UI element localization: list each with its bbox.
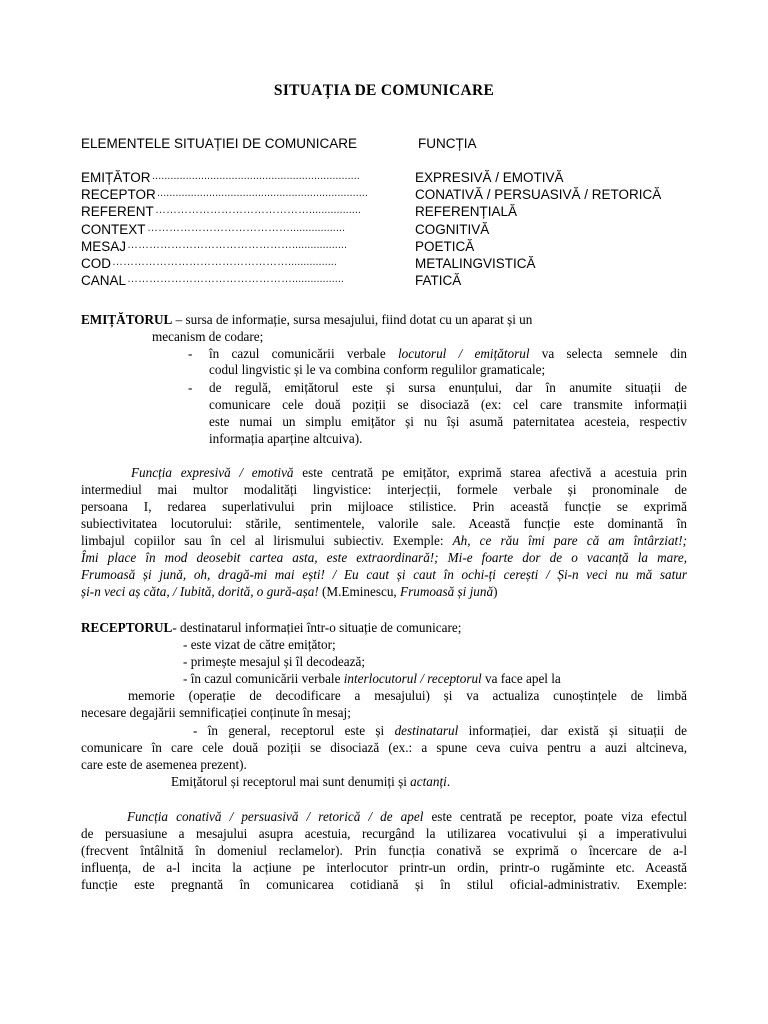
element-name: MESAJ	[81, 238, 127, 254]
bullet-dash: -	[188, 380, 193, 395]
element-function: METALINGVISTICĂ	[415, 256, 536, 271]
element-name: REFERENT	[81, 204, 154, 220]
element-function: REFERENȚIALĂ	[415, 204, 518, 220]
element-name: EMIȚĂTOR	[81, 170, 151, 185]
conativa-line-1: Funcția conativă / persuasivă / retorică / de apel este centrată pe receptor, poate viza efectul	[127, 809, 687, 824]
element-leader-dots: .....................................................................	[157, 187, 368, 200]
element-name: RECEPTOR	[81, 187, 156, 203]
element-row	[81, 221, 701, 238]
emitator-bullet-1: în cazul comunicării verbale locutorul / emițătorul va selecta semnele din	[209, 346, 687, 361]
element-leader-dots: ....................................................................	[152, 170, 360, 182]
page-title: SITUAȚIA DE COMUNICARE	[273, 82, 495, 99]
element-leader-dots: ………………………………………..................	[127, 238, 348, 251]
receptor-label: RECEPTORUL	[81, 620, 173, 635]
expresiva-line-4: subiectivitatea locutorului: stările, sentimentele, valorile sale. Această funcție este dominantă în	[81, 516, 687, 531]
receptor-actanti: Emițătorul și receptorul mai sunt denumiți și actanți.	[171, 774, 451, 789]
expresiva-line-5: limbajul copiilor sau în cel al lirismului subiectiv. Exemple: Ah, ce rău îmi pare că am întârziat!;	[81, 533, 687, 548]
receptor-item-4: - în cazul comunicării verbale interlocutorul / receptorul va face apel la	[183, 671, 561, 686]
conativa-line-3: (frecvent întâlnită în domeniul reclamelor). Prin funcția conativă se exprimă o încercare de a-l	[81, 843, 687, 858]
expresiva-line-2: intermediul mai multor modalități lingvistice: interjecții, formele verbale și pronominale de	[81, 482, 687, 497]
conativa-line-2: de persuasiune a mesajului asupra acestuia, recurgând la utilizarea vocativului și a imperativului	[81, 826, 687, 841]
element-name: CANAL	[81, 273, 127, 289]
emitator-definition-cont: mecanism de codare;	[152, 329, 264, 344]
element-row	[81, 186, 701, 203]
receptor-item-3: - primește mesajul și îl decodează;	[183, 654, 365, 669]
element-row	[81, 169, 701, 186]
element-function: FATICĂ	[415, 273, 462, 289]
conativa-line-4: influența, de a-l incita la acțiune pe interlocutor printr-un ordin, printr-o rugăminte etc. Această	[81, 860, 687, 875]
expresiva-line-6: Îmi place în mod deosebit cartea asta, este extraordinară!; Mi-e foarte dor de o vacanță la mare,	[81, 550, 687, 565]
emitator-definition: EMIȚĂTORUL – sursa de informație, sursa mesajului, fiind dotat cu un aparat și un	[81, 312, 533, 327]
expresiva-line-8: și-n veci aș căta, / Iubită, dorită, o gură-așa! (M.Eminescu, Frumoasă și jună)	[81, 584, 498, 599]
expresiva-line-7: Frumoasă și jună, oh, dragă-mi mai ești! / Eu caut și caut în ochi-ți cerești / Și-n veci nu mă satur	[81, 567, 687, 582]
emitator-bullet-2-l1: de regulă, emițătorul este și sursa enunțului, dar în anumite situații de	[209, 380, 687, 395]
receptor-item-4-cont: memorie (operație de decodificare a mesajului) și va actualiza cunoștințele de limbă	[128, 688, 687, 703]
table-header-elements: ELEMENTELE SITUAȚIEI DE COMUNICARE	[81, 136, 358, 151]
element-function: CONATIVĂ / PERSUASIVĂ / RETORICĂ	[415, 187, 662, 203]
bullet-dash: -	[188, 346, 193, 361]
element-row	[81, 272, 701, 289]
receptor-item-5: - în general, receptorul este și destinatarul informației, dar există și situații de	[193, 723, 687, 738]
element-name: CONTEXT	[81, 221, 146, 237]
element-function: EXPRESIVĂ / EMOTIVĂ	[415, 170, 564, 185]
expresiva-line-3: persoana I, redarea superlativului prin mijloace stilistice. Prin această funcție se exprimă	[81, 499, 687, 514]
conativa-line-5: funcție este pregnantă în comunicarea cotidiană și în stilul oficial-administrativ. Exemple:	[81, 877, 687, 892]
element-leader-dots: …………………………………..................	[147, 221, 346, 234]
table-header-function: FUNCȚIA	[418, 136, 477, 151]
element-name: COD	[81, 256, 111, 271]
emitator-bullet-2-l2: comunicare cele două poziții se disociază (ex: cel care transmite informații	[209, 397, 687, 412]
element-leader-dots: …………………………………………................	[112, 256, 337, 268]
element-function: POETICĂ	[415, 238, 475, 254]
emitator-bullet-2-l3: este numai un simplu emițător și nu își asumă paternitatea acesteia, respectiv	[209, 414, 687, 429]
element-leader-dots: …………………………………….................	[155, 204, 361, 217]
element-row	[81, 203, 701, 220]
receptor-definition: RECEPTORUL- destinatarul informației într-o situație de comunicare;	[81, 620, 462, 635]
receptor-item-4-cont-2: necesare degajării semnificației conținute în mesaj;	[81, 705, 351, 720]
expresiva-line-1: Funcția expresivă / emotivă este centrată pe emițător, exprimă starea afectivă a acestuia prin	[131, 465, 687, 480]
receptor-item-5-cont: comunicare în care cele două poziții se disociază (ex.: a spune ceva cuiva pentru a auzi altcineva,	[81, 740, 687, 755]
receptor-item-2: - este vizat de către emițător;	[183, 637, 336, 652]
receptor-item-5-cont-2: care este de asemenea prezent).	[81, 757, 247, 772]
element-leader-dots: ……………………………………….................	[127, 273, 344, 286]
emitator-bullet-2-l4: informația aparține altcuiva).	[209, 431, 363, 446]
element-row	[81, 255, 701, 272]
emitator-label: EMIȚĂTORUL	[81, 312, 173, 327]
element-function: COGNITIVĂ	[415, 221, 490, 237]
element-row	[81, 238, 701, 255]
emitator-bullet-1-cont: codul lingvistic și le va combina conform regulilor gramaticale;	[209, 362, 546, 377]
